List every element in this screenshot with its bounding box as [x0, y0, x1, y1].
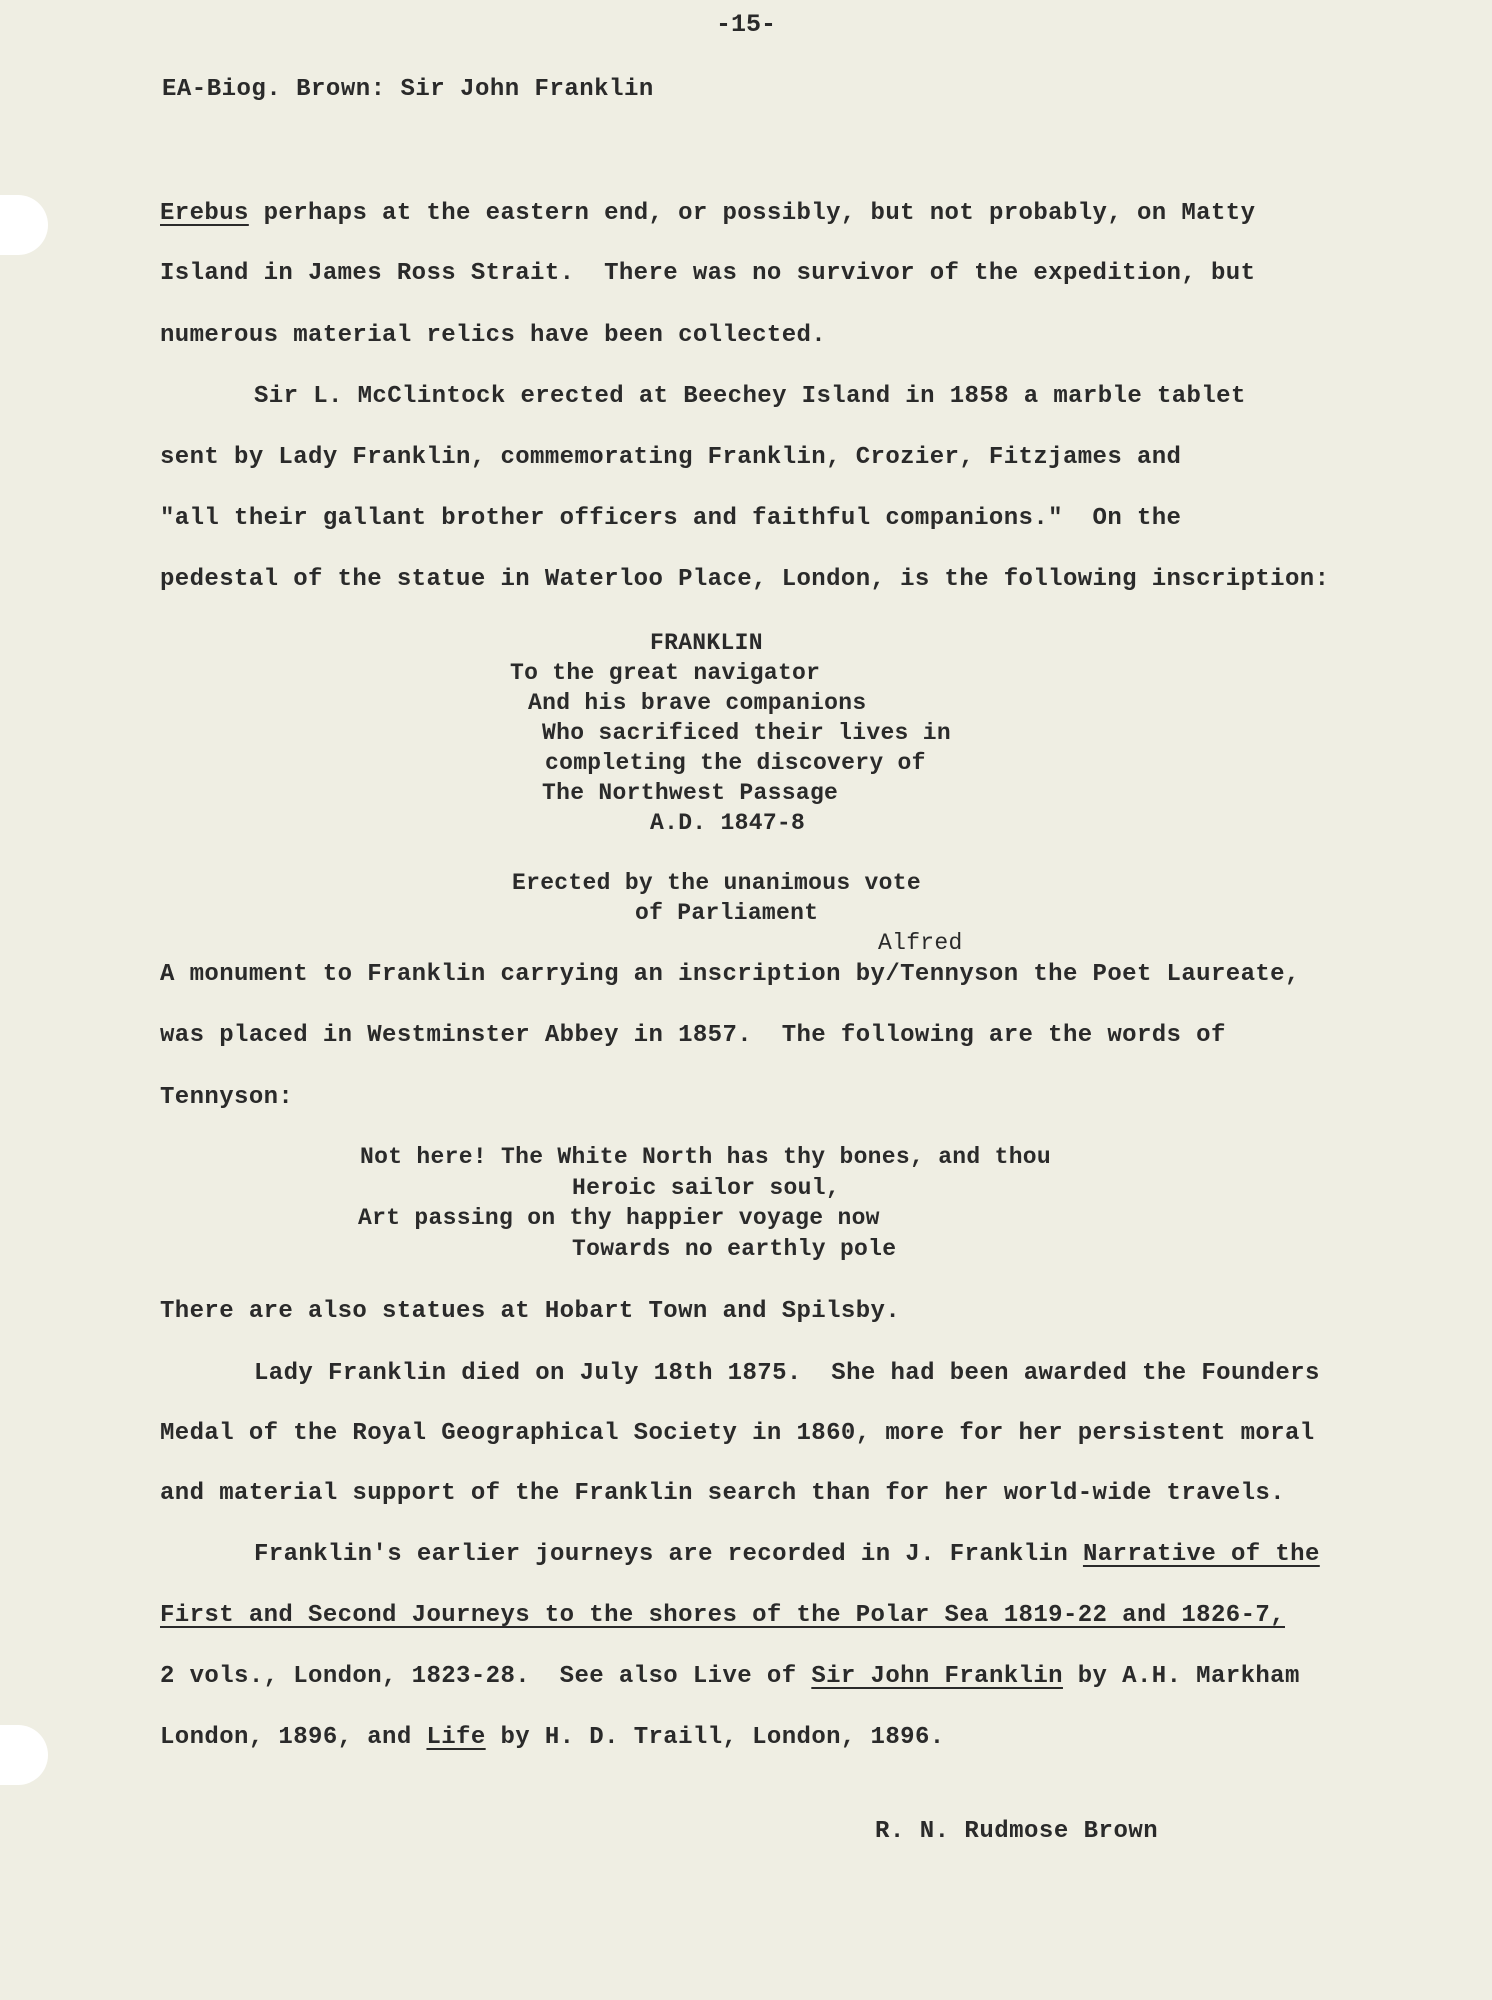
punch-hole	[0, 1725, 48, 1785]
poem-line1: Not here! The White North has thy bones, and thou	[360, 1144, 1052, 1170]
para6-line4-text: London, 1896, and	[160, 1724, 427, 1751]
ship-name-underlined: Erebus	[160, 200, 249, 227]
para1-line3: numerous material relics have been collected.	[160, 322, 827, 349]
para6-line1-text: Franklin's earlier journeys are recorded in J. Franklin	[254, 1541, 1083, 1568]
para2-line4: pedestal of the statue in Waterloo Place, London, is the following inscription:	[160, 566, 1330, 593]
poem-line4: Towards no earthly pole	[572, 1236, 897, 1262]
para4-line1: There are also statues at Hobart Town and Spilsby.	[160, 1298, 901, 1325]
para1-line1-text: perhaps at the eastern end, or possibly, but not probably, on Matty	[248, 200, 1256, 227]
biography-title-underlined: Sir John Franklin	[811, 1663, 1063, 1690]
para6-line2	[160, 1602, 1285, 1629]
author-signature: R. N. Rudmose Brown	[875, 1818, 1159, 1845]
para2-line2: sent by Lady Franklin, commemorating Franklin, Crozier, Fitzjames and	[160, 444, 1182, 471]
handwritten-insertion: Alfred	[878, 930, 963, 956]
para6-line3-tail: by A.H. Markham	[1062, 1663, 1300, 1690]
inscription-line7: A.D. 1847-8	[650, 810, 806, 836]
para3-line1: A monument to Franklin carrying an inscription by/Tennyson the Poet Laureate,	[160, 961, 1300, 988]
para3-line3: Tennyson:	[160, 1084, 294, 1111]
para5-line3: and material support of the Franklin search than for her world-wide travels.	[160, 1480, 1285, 1507]
para6-line1	[254, 1541, 1320, 1568]
inscription-line9: of Parliament	[635, 900, 819, 926]
para6-line4-tail: by H. D. Traill, London, 1896.	[485, 1724, 945, 1751]
punch-hole	[0, 195, 48, 255]
para2-line1: Sir L. McClintock erected at Beechey Island in 1858 a marble tablet	[254, 383, 1246, 410]
document-header: EA-Biog. Brown: Sir John Franklin	[162, 76, 654, 103]
para6-line4	[160, 1724, 945, 1751]
inscription-line3: And his brave companions	[528, 690, 867, 716]
inscription-line4: Who sacrificed their lives in	[542, 720, 951, 746]
para1-line1	[160, 200, 1255, 227]
para6-line3	[160, 1663, 1300, 1690]
poem-line2: Heroic sailor soul,	[572, 1175, 840, 1201]
book-title-underlined: Narrative of the	[1082, 1541, 1320, 1568]
life-title-underlined: Life	[426, 1724, 486, 1751]
page-number: -15-	[715, 10, 776, 39]
book-title-underlined-cont: First and Second Journeys to the shores of the Polar Sea 1819-22 and 1826-7,	[160, 1602, 1285, 1629]
inscription-line5: completing the discovery of	[545, 750, 926, 776]
inscription-line8: Erected by the unanimous vote	[512, 870, 921, 896]
para5-line1: Lady Franklin died on July 18th 1875. She had been awarded the Founders	[254, 1360, 1320, 1387]
inscription-line1: FRANKLIN	[650, 630, 763, 656]
para3-line2: was placed in Westminster Abbey in 1857. The following are the words of	[160, 1022, 1226, 1049]
inscription-line6: The Northwest Passage	[542, 780, 839, 806]
inscription-line2: To the great navigator	[510, 660, 821, 686]
poem-line3: Art passing on thy happier voyage now	[358, 1205, 880, 1231]
para5-line2: Medal of the Royal Geographical Society in 1860, more for her persistent moral	[160, 1420, 1315, 1447]
para6-line3-text: 2 vols., London, 1823-28. See also Live of	[160, 1663, 812, 1690]
para2-line3: "all their gallant brother officers and faithful companions." On the	[160, 505, 1182, 532]
para1-line2: Island in James Ross Strait. There was no survivor of the expedition, but	[160, 260, 1256, 287]
